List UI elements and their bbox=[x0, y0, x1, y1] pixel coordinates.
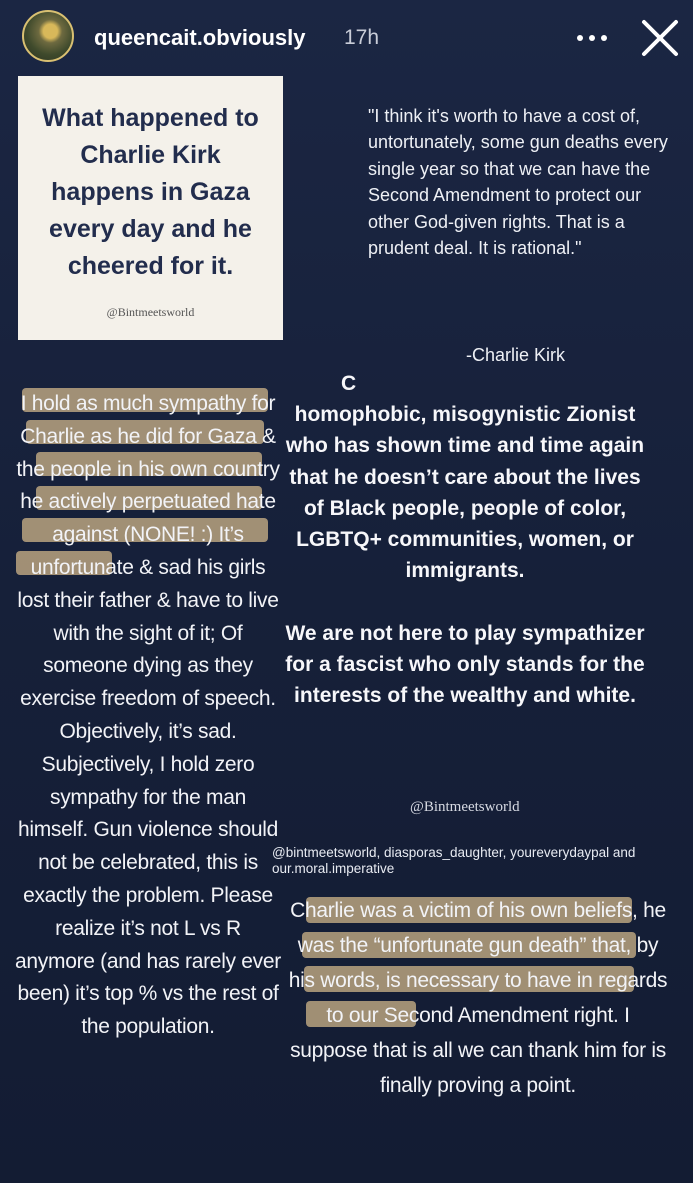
username[interactable]: queencait.obviously bbox=[94, 25, 306, 50]
left-caption: I hold as much sympathy for Charlie as he did for Gaza & the people in his own country he actively perpetuated hate against (NONE! :) It’s unfortunate & sad his girls lost their father & have to live with the sight of it; Of someone dying as they exercise freedom of speech. Objectively, it’s sad. Subjectively, I hold zero sympathy for the man himself. Gun violence should not be celebrated, this is exactly the problem. Please realize it’s not L vs R anymore (and has rarely ever been) it’s top % vs the rest of the population. bbox=[15, 392, 281, 1039]
kirk-quote: "I think it's worth to have a cost of, untortunately, some gun deaths every single year so that we can have the Second Amendment to protect our other God-given rights. That is a prudent deal. It is rational." bbox=[368, 106, 668, 259]
close-icon[interactable] bbox=[638, 16, 682, 60]
story-header bbox=[0, 0, 693, 80]
post-time: 17h bbox=[344, 26, 380, 49]
card-credit: @Bintmeetsworld bbox=[106, 305, 195, 319]
card-headline: What happened to Charlie Kirk happens in Gaza every day and he cheered for it. bbox=[42, 104, 259, 280]
statement-paragraph-2: We are not here to play sympathizer for a fascist who only stands for the interests of the wealthy and white. bbox=[285, 621, 645, 708]
more-options-icon[interactable] bbox=[572, 18, 612, 58]
statement-block bbox=[278, 368, 652, 712]
mentions[interactable]: @bintmeetsworld, diasporas_daughter, youreverydaypal and our.moral.imperative bbox=[272, 845, 636, 876]
quote-card bbox=[18, 76, 283, 340]
avatar[interactable] bbox=[22, 10, 74, 62]
statement-paragraph-1: homophobic, misogynistic Zionist who has shown time and time again that he doesn’t care about the lives of Black people, people of color, LGBTQ+ communities, women, or immigrants. bbox=[285, 403, 645, 583]
statement-letter: C bbox=[341, 372, 357, 395]
right-caption: Charlie was a victim of his own beliefs, he was the “unfortunate gun death” that, by his words, is necessary to have in regards to our Second Amendment right. I suppose that is all we can thank him for is finally proving a point. bbox=[288, 899, 668, 1097]
statement-credit: @Bintmeetsworld bbox=[410, 799, 520, 815]
quote-attribution: -Charlie Kirk bbox=[466, 345, 566, 365]
